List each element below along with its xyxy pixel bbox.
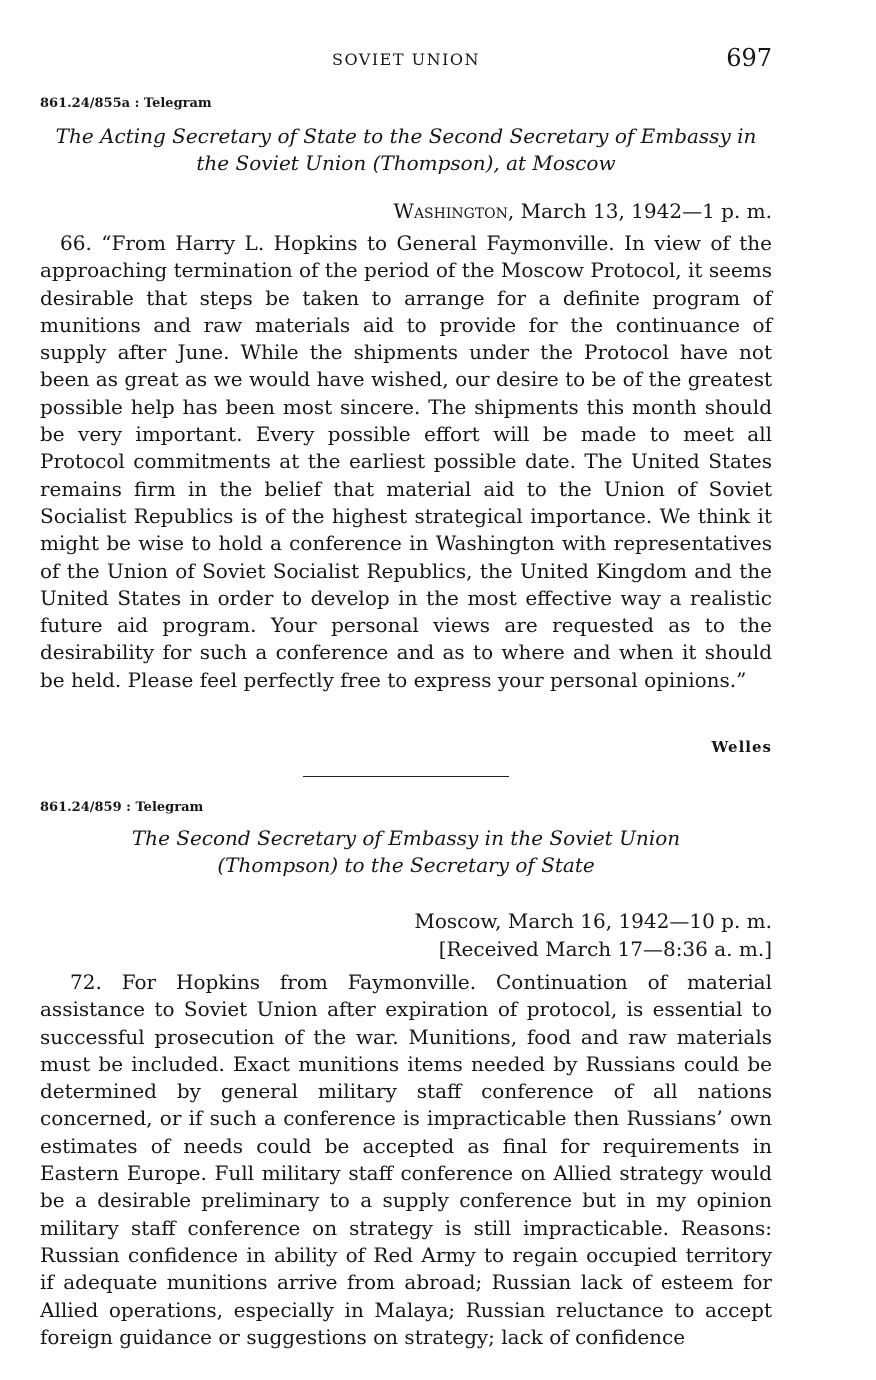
- doc2-received: [Received March 17—8:36 a. m.]: [438, 937, 772, 961]
- doc1-dateline-date: March 13, 1942—1 p. m.: [520, 199, 772, 223]
- doc2-dateline: Moscow, March 16, 1942—10 p. m.: [414, 909, 772, 933]
- doc1-heading-line1: The Acting Secretary of State to the Second Secretary of Embassy in: [55, 124, 757, 148]
- doc1-body: 66. “From Harry L. Hopkins to General Faymonville. In view of the approaching termination of the period of the Moscow Protocol, it seems desirable that steps be taken to arrange for a definite program of munitions and raw materials aid to provide for the continuance of supply after June. While the shipments under the Protocol have not been as great as we would have wished, our desire to be of the greatest possible help has been most sincere. The shipments this month should be very important. Every possible effort will be made to meet all Protocol commitments at the earliest possible date. The United States remains firm in the belief that material aid to the Union of Soviet Socialist Republics is of the highest strategical importance. We think it might be wise to hold a conference in Washington with representatives of the Union of Soviet Socialist Republics, the United Kingdom and the United States in order to develop in the most effective way a realistic future aid program. Your personal views are requested as to the desirability for such a conference and as to where and when it should be held. Please feel perfectly free to express your personal opinions.”: [40, 231, 772, 692]
- doc1-signature: Welles: [711, 738, 772, 756]
- doc1-heading-line2: the Soviet Union (Thompson), at Moscow: [196, 151, 616, 175]
- doc2-body: 72. For Hopkins from Faymonville. Continuation of material assistance to Soviet Union after expiration of protocol, is essential to successful prosecution of the war. Munitions, food and raw materials must be included. Exact munitions items needed by Russians could be determined by general military staff conference of all nations concerned, or if such a conference is impracticable then Russians’ own estimates of needs could be accepted as final for requirements in Eastern Europe. Full military staff conference on Allied strategy would be a desirable preliminary to a supply conference but in my opinion military staff conference on strategy is still impracticable. Reasons: Russian confidence in ability of Red Army to regain occupied territory if adequate munitions arrive from abroad; Russian lack of esteem for Allied operations, especially in Malaya; Russian reluctance to accept foreign guidance or suggestions on strategy; lack of confidence: [40, 970, 772, 1349]
- section-divider: [303, 776, 509, 777]
- page-number: 697: [726, 44, 772, 72]
- doc1-dateline-place: Washington,: [393, 199, 515, 223]
- doc2-heading-line1: The Second Secretary of Embassy in the Soviet Union: [131, 826, 681, 850]
- running-title: SOVIET UNION: [331, 50, 481, 69]
- page-header: [40, 44, 772, 78]
- doc2-heading: [40, 825, 772, 879]
- doc2-file-id: 861.24/859 : Telegram: [40, 800, 204, 815]
- doc2-heading-line2: (Thompson) to the Secretary of State: [217, 853, 595, 877]
- doc1-file-id: 861.24/855a : Telegram: [40, 96, 212, 111]
- doc1-heading: [40, 123, 772, 177]
- doc1-dateline: [393, 198, 772, 225]
